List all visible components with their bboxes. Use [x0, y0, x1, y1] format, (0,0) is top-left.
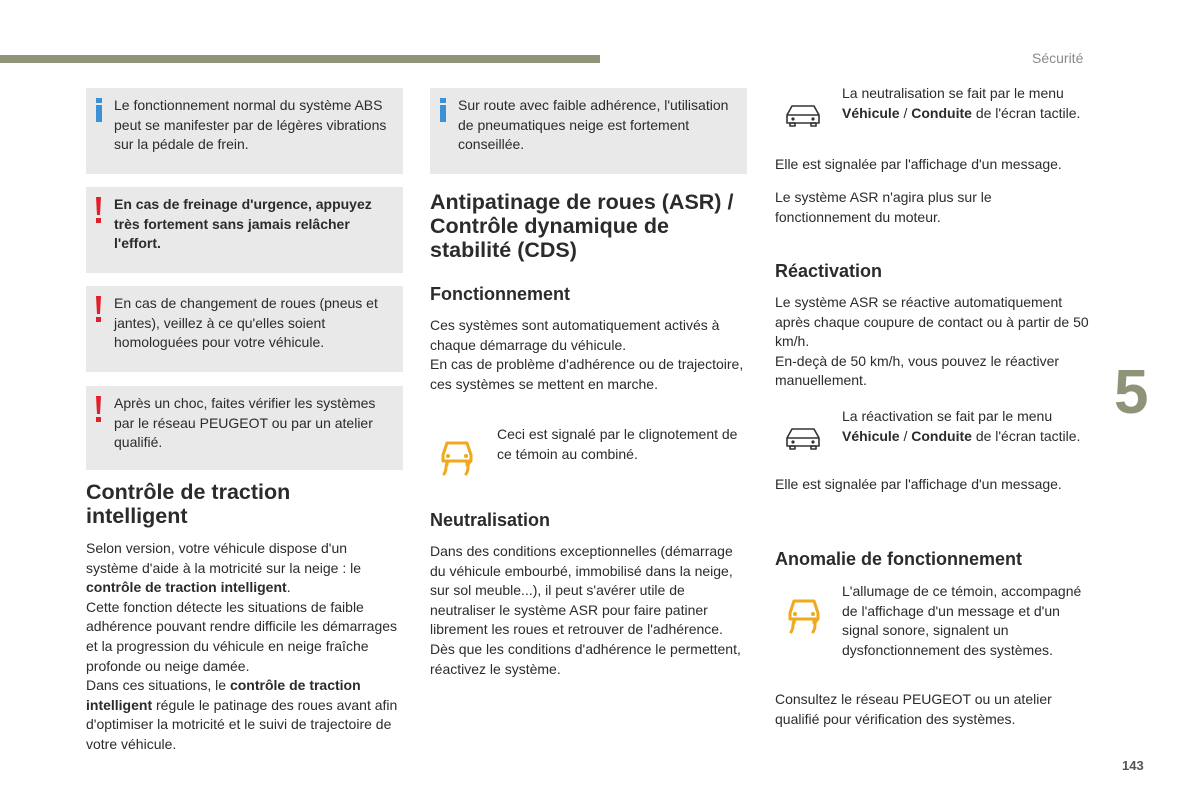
- header-accent-bar: [0, 55, 600, 63]
- reactivation-paragraph: Le système ASR se réactive automatiquement après chaque coupure de contact ou à partir de 50 km/h. En-deçà de 50 km/h, vous pouvez le réactiver manuellement.: [775, 294, 1089, 389]
- warning-brake-text: En cas de freinage d'urgence, appuyez très fortement sans jamais relâcher l'effort.: [114, 196, 372, 252]
- warning-icon: [95, 296, 102, 322]
- car-icon: [784, 425, 822, 451]
- asr-title: Antipatinage de roues (ASR) / Contrôle dynamique de stabilité (CDS): [430, 190, 734, 262]
- warning-shock-text: Après un choc, faites vérifier les systèmes par le réseau PEUGEOT ou par un atelier qualifié.: [114, 395, 376, 451]
- section-label: Sécurité: [1032, 50, 1084, 66]
- warning-icon: [95, 197, 102, 223]
- fonctionnement-paragraph: Ces systèmes sont automatiquement activés à chaque démarrage du véhicule. En cas de problème d'adhérence ou de trajectoire, ces systèmes se mettent en marche.: [430, 317, 744, 392]
- info-box-tyres: [430, 88, 747, 174]
- warning-icon: [95, 396, 102, 422]
- signal-message-text: Elle est signalée par l'affichage d'un message.: [775, 156, 1062, 172]
- chapter-number: 5: [1114, 358, 1149, 427]
- skid-warning-icon: [436, 434, 478, 476]
- warning-box-wheels: [86, 286, 403, 372]
- page-number: 143: [1122, 758, 1144, 773]
- signal-message-text-2: Elle est signalée par l'affichage d'un message.: [775, 476, 1062, 492]
- neutralisation-title: Neutralisation: [430, 510, 551, 530]
- traction-paragraph: Selon version, votre véhicule dispose d'un système d'aide à la motricité sur la neige : le contrôle de traction intelligent. Cette fonction détecte les situations de faible adhérence pouvant rendre difficile les démarrages et la progression du véhicule en neige fraîche profonde ou neige damée. Dans ces situations, le contrôle de traction intelligent régule le patinage des roues avant afin d'optimiser la motricité et le suivi de trajectoire de votre véhicule.: [86, 540, 398, 752]
- info-tyres-text: Sur route avec faible adhérence, l'utilisation de pneumatiques neige est fortement conseillée.: [458, 97, 729, 153]
- info-icon: [96, 98, 102, 122]
- reactivation-menu-text: La réactivation se fait par le menu Véhicule / Conduite de l'écran tactile.: [842, 408, 1081, 444]
- fonctionnement-title: Fonctionnement: [430, 284, 570, 304]
- skid-warning-icon: [783, 592, 825, 634]
- warning-wheels-text: En cas de changement de roues (pneus et jantes), veillez à ce qu'elles soient homologuées pour votre véhicule.: [114, 295, 378, 351]
- info-icon: [440, 98, 446, 122]
- anomalie-title: Anomalie de fonctionnement: [775, 549, 1023, 569]
- car-icon: [784, 102, 822, 128]
- traction-title: Contrôle de traction intelligent: [86, 480, 291, 528]
- neutralisation-paragraph: Dans des conditions exceptionnelles (démarrage du véhicule embourbé, immobilisé dans la neige, sur sol meuble...), il peut s'avérer utile de neutraliser le système ASR pour faire patiner librement les roues et retrouver de l'adhérence. Dès que les conditions d'adhérence le permettent, réactivez le système.: [430, 543, 741, 677]
- anomalie-icon-text: L'allumage de ce témoin, accompagné de l'affichage d'un message et d'un signal sonore, signalent un dysfonctionnement des systèmes.: [842, 583, 1082, 658]
- warning-box-shock: [86, 386, 403, 470]
- reactivation-title: Réactivation: [775, 261, 883, 281]
- asr-off-text: Le système ASR n'agira plus sur le fonctionnement du moteur.: [775, 189, 992, 225]
- neutralisation-menu-text: La neutralisation se fait par le menu Véhicule / Conduite de l'écran tactile.: [842, 85, 1081, 121]
- info-box-abs: [86, 88, 403, 174]
- warning-box-brake: [86, 187, 403, 273]
- anomalie-paragraph: Consultez le réseau PEUGEOT ou un atelier qualifié pour vérification des systèmes.: [775, 691, 1052, 727]
- fonctionnement-icon-text: Ceci est signalé par le clignotement de ce témoin au combiné.: [497, 426, 738, 462]
- info-abs-text: Le fonctionnement normal du système ABS peut se manifester par de légères vibrations sur la pédale de frein.: [114, 97, 387, 153]
